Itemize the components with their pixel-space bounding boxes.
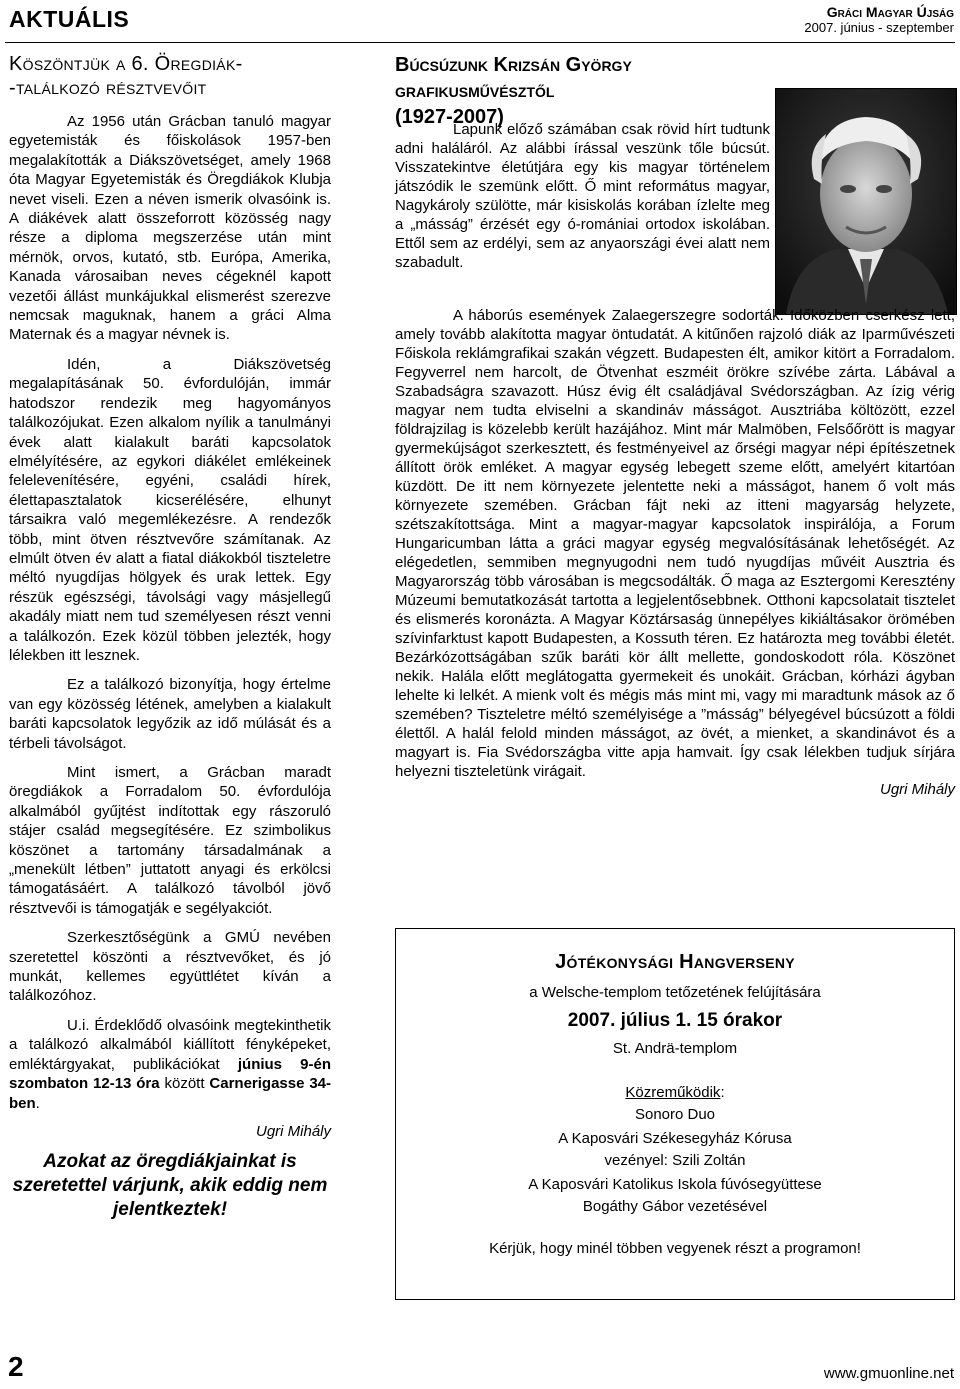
p6-text-c: . [35,1094,40,1112]
performer-3: A Kaposvári Katolikus Iskola fúvósegyüttese [528,1176,822,1193]
left-signature: Ugri Mihály [255,1122,331,1140]
p6-bold-date: június 9-én szombaton 12-13 óra [9,1055,331,1093]
right-article-body [395,306,955,804]
left-title-line1: Köszöntjük a 6. Öregdiák- [9,53,243,75]
p6-bold-address: Carnerigasse 34-ben [9,1075,331,1112]
left-paragraph-6 [9,1016,331,1113]
performer-2-conductor: vezényel: Szili Zoltán [604,1152,746,1169]
left-paragraph-4: Mint ismert, a Grácban maradt öregdiákok a Forradalom 50. évfordulója alkalmából gyűjtést indítottak egy rászoruló stájer család megsegítésére. Ez szimbolikus köszönet a tartomány társadalmának a „menekült létben” juttatott anyagi és erkölcsi támogatásáért. A találkozó távolból jövő résztvevői is támogatják e segélyakciót. [9,764,331,917]
left-article-title [9,52,331,100]
left-article [9,52,331,1222]
page-number: 2 [8,1351,24,1382]
right-paragraph-2: A háborús események Zalaegerszegre sodorták. Időközben cserkész lett, amely tovább alakította magyar öntudatát. A kitűnően rajzoló diák az Iparművészeti Főiskola reklámgrafikai szakán végzett. Budapesten élt, amikor kitört a Forradalom. Fegyverrel nem harcolt, de Ötvenhat eszméit örökre szívébe zárta. Lábával a Szabadságra szavazott. Húsz évig élt családjával Svédországban. Az ízig vérig magyar nem tudta elviselni a skandináv másságot. Ausztriába költözött, ezzel földrajzilag is közelebb került hazájához. Mint már Malmöben, Felsőőrött is magyar gyermekújságot szerkesztett, és festményeivel az őrségi magyar népi építészetnek állított örök emléket. A magyar egység lebegett szeme előtt, amelyért kitartóan küzdött. De itt nem környezete jelentette neki a másságot, hanem ő volt más környezete szemében. Grácban fájt neki az itteni magyarság helyzete, szétszakítottsága. Mint a magyar-magyar kapcsolatok inspirálója, a Forum Hungaricumban látta a gráci magyar egység megvalósításának lehetőségét. Az elégedetlen, semmiben megnyugodni nem tudó nyugdíjas művéit Ausztria és Magyarország több városában is megcsodálták. Ő maga az Esztergomi Keresztény Múzeumi bemutatkozását tartotta a legjelentősebbnek. Otthoni kapcsolatait tisztelet és elismerés koronázta. A Magyar Köztársaság ünnepélyes kikiáltásakor örömében szívinfarktust kapott Budapesten, a Kossuth téren. Ez határozta meg további életét. Bezárkózottságában szűk baráti kör állt mellette, gondoskodott róla. Köszönet nekik. Halála előtt meglátogatta gyermekeit és unokáit. Grácban, kórházi ágyban lehelte ki lelkét. A mienk volt és mégis más mint mi, vagy mi maradtunk mások az ő szemében? Tiszteletre méltó személyisége a ”másság” bélyegével búcsúzott a földi élettől. A halál felold minden másságot, az övét, a mienket, a skandinávot és a magyart is. Fia Svédországba vitte apja hamvait. Így csak lélekben tudjuk sírjára helyezni tiszteletünk virágait. [395,307,955,780]
right-signature: Ugri Mihály [879,781,955,798]
header-rule [5,42,955,43]
masthead [804,4,954,36]
concert-venue: St. Andrä-templom [612,1040,738,1057]
paper-name: Gráci Magyar Újság [826,4,954,20]
issue-date: 2007. június - szeptember [804,20,954,35]
portrait-image [776,89,956,314]
left-paragraph-1: Az 1956 után Grácban tanuló magyar egyetemisták és főiskolások 1957-ben megalakították a Diákszövetséget, amely 1968 óta Magyar Egyetemisták és Öregdiákok Klubja nevet viseli. Ezen a néven ismerik olvasóink is. A diákévek alatt összeforrott közösség nagy része a diploma megszerzése után mint mérnök, orvos, kutató, stb. Európa, Amerika, Kanada városaiban neves cégeknél kapott vezetői állást munkájukkal elismerést szerezve nemcsak maguknak, hanem a gráci Alma Maternak és a magyar névnek is. [9,113,331,344]
performers-heading [396,1082,954,1104]
concert-invitation: Kérjük, hogy minél többen vegyenek részt a programon! [489,1240,861,1257]
right-article-intro [395,120,770,272]
performer-1: Sonoro Duo [634,1106,716,1123]
right-title-line1: Búcsúzunk Krizsán György grafikusművésztől [395,54,632,102]
performers-label: Közreműködik [625,1084,721,1101]
concert-purpose: a Welsche-templom tetőzetének felújítására [529,984,821,1001]
performers-colon: : [720,1084,725,1101]
concert-date: 2007. július 1. 15 órakor [567,1010,783,1031]
right-paragraph-1: Lapunk előző számában csak rövid hírt tudtunk adni haláláról. Az alábbi írással veszünk tőle búcsút. Visszatekintve életútjára egy kis magyar történelem játszódik le szemünk előtt. Ő mint református magyar, Nagykároly szülötte, már kisiskolás korában ízlelte meg a „másság” érzését egy ó-romániai ortodox iskolában. Ettől sem az erdélyi, sem az anyaországi évei alatt nem szabadult. [395,121,770,271]
concert-title: Jótékonysági Hangverseny [555,951,795,973]
left-title-line2: -találkozó résztvevőit [9,77,207,99]
right-article-title [395,52,745,130]
portrait-photo [775,88,957,315]
performer-2: A Kaposvári Székesegyház Kórusa [558,1130,792,1147]
footer-url[interactable]: www.gmuonline.net [823,1365,954,1382]
left-paragraph-5: Szerkesztőségünk a GMÚ nevében szeretettel köszönti a résztvevőket, és jó munkát, kellemes együttlétet kíván a találkozóhoz. [9,929,331,1005]
left-paragraph-2: Idén, a Diákszövetség megalapításának 50. évfordulóján, immár hatodszor rendezik meg hagyományos találkozójukat. Ezen alkalom nyílik a tanulmányi évek alatt kialakult baráti kapcsolatok elmélyítésére, az egykori diákélet emlékeinek felelevenítésére, egyéni, családi hírek, élettapasztalatok kicserélésére, elhunyt társaikra való megemlékezésre. A rendezők több, mint ötven résztvevőre számítanak. Az elmúlt ötven év alatt a fiatal diákokból tiszteletre méltó nyugdíjas hölgyek és urak lettek. Egy részük egészségi, távolsági vagy másjellegű akadály miatt nem tud személyesen részt venni a találkozón. Ezek közül többen jelezték, hogy lélekben itt lesznek. [9,355,331,664]
concert-notice [395,928,955,1300]
left-closing: Azokat az öregdiákjainkat is szeretettel várjunk, akik eddig nem jelentkeztek! [12,1150,328,1220]
performer-3-leader: Bogáthy Gábor vezetésével [582,1198,768,1215]
section-label: AKTUÁLIS [9,6,130,32]
p6-text-b: között [159,1075,210,1093]
right-title-line2: (1927-2007) [395,106,504,128]
left-paragraph-3: Ez a találkozó bizonyítja, hogy értelme van egy közösség létének, amelyben a kialakult baráti kapcsolatok legyőzik az idő múlását és a térbeli távolságot. [9,676,331,752]
p6-text-a: U.i. Érdeklődő olvasóink megtekinthetik a találkozó alkalmából kiállított fényképeket, emléktárgyakat, publikációkat [9,1016,331,1073]
